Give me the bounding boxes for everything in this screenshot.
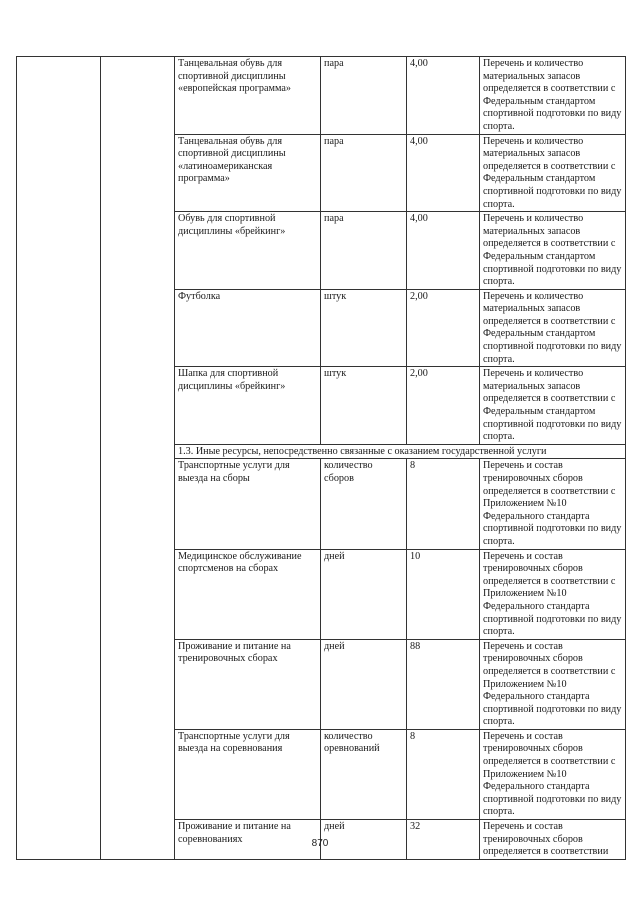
item-unit-cell: штук xyxy=(321,289,407,367)
item-note-cell: Перечень и количество материальных запасов определяется в соответствии с Федеральным стандартом спортивной подготовки по виду спорта. xyxy=(480,212,626,290)
item-name-cell: Футболка xyxy=(175,289,321,367)
item-quantity-cell: 88 xyxy=(407,639,480,729)
item-quantity-cell: 2,00 xyxy=(407,289,480,367)
item-note-cell: Перечень и состав тренировочных сборов определяется в соответствии xyxy=(480,820,626,860)
item-unit-cell: пара xyxy=(321,134,407,212)
item-name-cell: Танцевальная обувь для спортивной дисциплины «латиноамериканская программа» xyxy=(175,134,321,212)
item-name-cell: Проживание и питание на соревнованиях xyxy=(175,820,321,860)
item-note-cell: Перечень и состав тренировочных сборов определяется в соответствии с Приложением №10 Федерального стандарта спортивной подготовки по виду спорта. xyxy=(480,549,626,639)
item-quantity-cell: 8 xyxy=(407,729,480,819)
left-margin-column-2 xyxy=(101,57,175,860)
item-name-cell: Проживание и питание на тренировочных сборах xyxy=(175,639,321,729)
item-name-cell: Обувь для спортивной дисциплины «брейкинг» xyxy=(175,212,321,290)
item-quantity-cell: 2,00 xyxy=(407,367,480,445)
item-note-cell: Перечень и количество материальных запасов определяется в соответствии с Федеральным стандартом спортивной подготовки по виду спорта. xyxy=(480,57,626,135)
item-name-cell: Медицинское обслуживание спортсменов на сборах xyxy=(175,549,321,639)
resources-table xyxy=(16,56,626,860)
left-margin-column-1 xyxy=(17,57,101,860)
item-unit-cell: количество оревнований xyxy=(321,729,407,819)
item-quantity-cell: 4,00 xyxy=(407,212,480,290)
item-unit-cell: пара xyxy=(321,212,407,290)
item-note-cell: Перечень и количество материальных запасов определяется в соответствии с Федеральным стандартом спортивной подготовки по виду спорта. xyxy=(480,289,626,367)
item-quantity-cell: 4,00 xyxy=(407,134,480,212)
table-row xyxy=(17,57,626,135)
item-unit-cell: штук xyxy=(321,367,407,445)
item-quantity-cell: 10 xyxy=(407,549,480,639)
item-unit-cell: дней xyxy=(321,639,407,729)
item-name-cell: Шапка для спортивной дисциплины «брейкинг» xyxy=(175,367,321,445)
item-name-cell: Транспортные услуги для выезда на соревнования xyxy=(175,729,321,819)
item-note-cell: Перечень и состав тренировочных сборов определяется в соответствии с Приложением №10 Федерального стандарта спортивной подготовки по виду спорта. xyxy=(480,729,626,819)
item-note-cell: Перечень и состав тренировочных сборов определяется в соответствии с Приложением №10 Федерального стандарта спортивной подготовки по виду спорта. xyxy=(480,639,626,729)
item-unit-cell: дней xyxy=(321,820,407,860)
item-quantity-cell: 4,00 xyxy=(407,57,480,135)
item-name-cell: Транспортные услуги для выезда на сборы xyxy=(175,459,321,549)
item-note-cell: Перечень и состав тренировочных сборов определяется в соответствии с Приложением №10 Федерального стандарта спортивной подготовки по виду спорта. xyxy=(480,459,626,549)
item-unit-cell: дней xyxy=(321,549,407,639)
item-unit-cell: количество сборов xyxy=(321,459,407,549)
item-unit-cell: пара xyxy=(321,57,407,135)
section-heading: 1.3. Иные ресурсы, непосредственно связанные с оказанием государственной услуги xyxy=(175,444,626,459)
resources-table-body xyxy=(17,57,626,860)
item-name-cell: Танцевальная обувь для спортивной дисциплины «европейская программа» xyxy=(175,57,321,135)
item-quantity-cell: 32 xyxy=(407,820,480,860)
item-note-cell: Перечень и количество материальных запасов определяется в соответствии с Федеральным стандартом спортивной подготовки по виду спорта. xyxy=(480,367,626,445)
item-quantity-cell: 8 xyxy=(407,459,480,549)
page-number: 870 xyxy=(311,838,329,849)
item-note-cell: Перечень и количество материальных запасов определяется в соответствии с Федеральным стандартом спортивной подготовки по виду спорта. xyxy=(480,134,626,212)
